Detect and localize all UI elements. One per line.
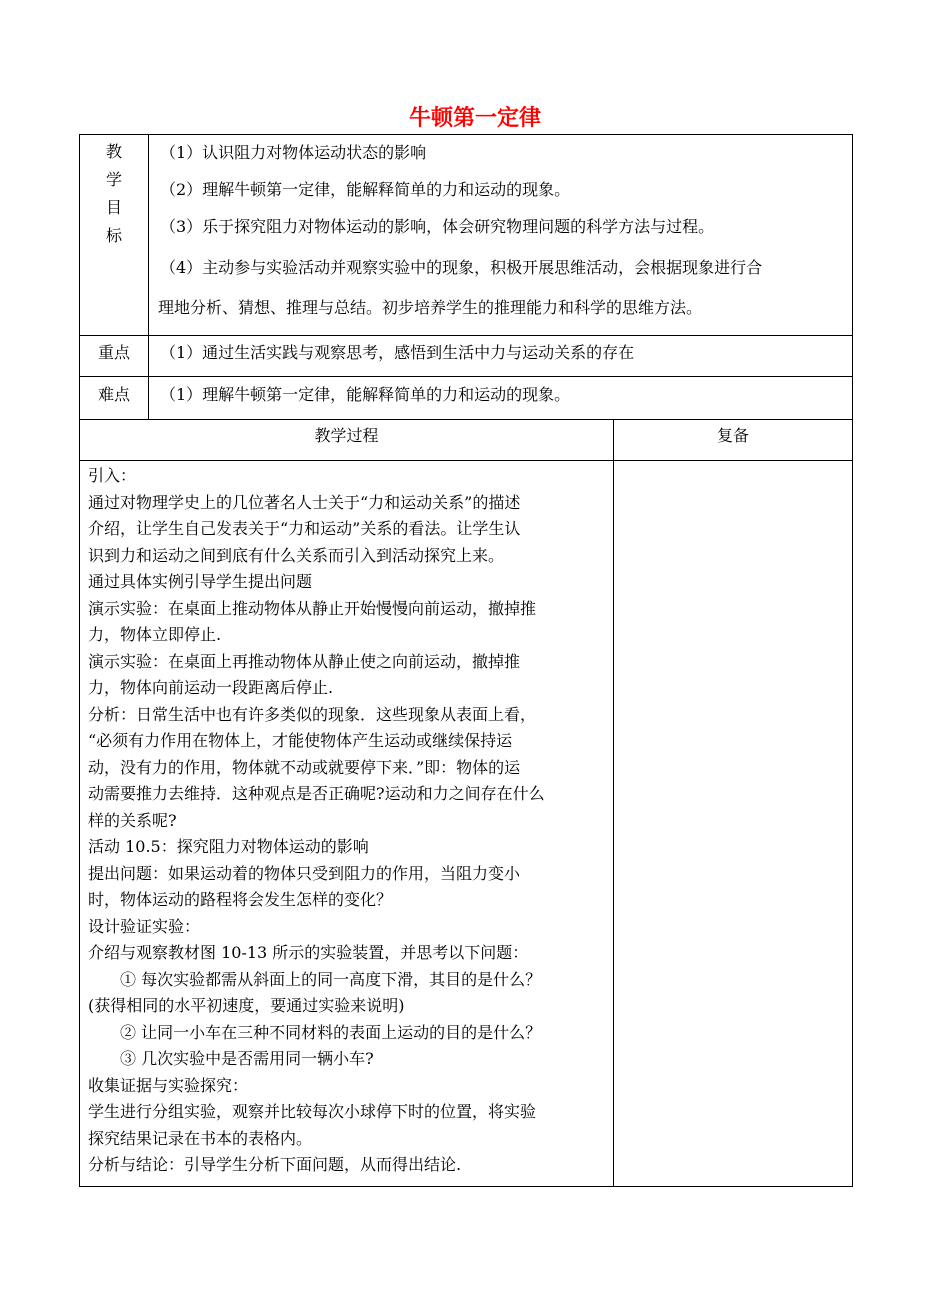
process-line: “必须有力作用在物体上，才能使物体产生运动或继续保持运 [88, 731, 513, 750]
objectives-label-char: 教 [105, 142, 122, 161]
row-divider-key-point [79, 335, 853, 336]
process-line: 介绍，让学生自己发表关于“力和运动”关系的看法。让学生认 [88, 519, 521, 538]
process-line: 力，物体立即停止. [88, 625, 222, 644]
process-line: 设计验证实验： [88, 916, 201, 936]
objective-item: 理地分析、猜想、推理与总结。初步培养学生的推理能力和科学的思维方法。 [158, 298, 703, 317]
process-line: ② 让同一小车在三种不同材料的表面上运动的目的是什么？ [120, 1022, 542, 1042]
page-title: 牛顿第一定律 [408, 106, 541, 131]
process-line: 介绍与观察教材图 10-13 所示的实验装置，并思考以下问题： [88, 943, 529, 962]
row-divider-difficulty [79, 376, 853, 377]
process-line: 收集证据与实验探究： [88, 1075, 249, 1095]
objectives-label-char: 目 [105, 198, 122, 217]
objective-item: （4）主动参与实验活动并观察实验中的现象，积极开展思维活动，会根据现象进行合 [160, 258, 763, 277]
process-line: 动，没有力的作用，物体就不动或就要停下来．”即：物体的运 [88, 757, 521, 777]
objectives-label-char: 标 [105, 226, 122, 245]
process-line: 演示实验：在桌面上再推动物体从静止使之向前运动，撤掉推 [88, 651, 521, 671]
process-line: 通过对物理学史上的几位著名人士关于“力和运动关系”的描述 [88, 492, 521, 512]
process-line: 活动 10.5：探究阻力对物体运动的影响 [88, 837, 369, 856]
process-header-divider [79, 460, 853, 461]
process-line: 分析与结论：引导学生分析下面问题，从而得出结论. [88, 1155, 462, 1174]
process-line: 探究结果记录在书本的表格内。 [88, 1128, 313, 1148]
process-header: 教学过程 [314, 426, 379, 445]
objectives-label [80, 138, 148, 250]
difficulty-text: （1）理解牛顿第一定律，能解释简单的力和运动的现象。 [160, 385, 571, 404]
process-line: 引入： [88, 466, 137, 485]
process-line: ③ 几次实验中是否需用同一辆小车? [120, 1049, 374, 1068]
objectives-table-divider [148, 134, 149, 420]
objective-item: （2）理解牛顿第一定律，能解释简单的力和运动的现象。 [160, 180, 571, 199]
process-content [88, 463, 608, 1179]
process-line: 学生进行分组实验，观察并比较每次小球停下时的位置，将实验 [88, 1102, 537, 1121]
process-line: 通过具体实例引导学生提出问题 [88, 572, 313, 591]
process-line: (获得相同的水平初速度，要通过实验来说明) [88, 996, 405, 1015]
process-line: 提出问题：如果运动着的物体只受到阻力的作用，当阻力变小 [88, 863, 521, 883]
objectives-label-char: 学 [105, 170, 122, 189]
process-line: 样的关系呢? [88, 810, 177, 830]
process-line: ① 每次实验都需从斜面上的同一高度下滑，其目的是什么？ [120, 969, 542, 989]
process-line: 动需要推力去维持．这种观点是否正确呢?运动和力之间存在什么 [88, 784, 545, 803]
difficulty-label: 难点 [97, 385, 130, 404]
process-line: 演示实验：在桌面上推动物体从静止开始慢慢向前运动，撤掉推 [88, 598, 537, 618]
process-line: 力，物体向前运动一段距离后停止. [88, 678, 334, 697]
key-point-label: 重点 [97, 343, 130, 362]
key-point-text: （1）通过生活实践与观察思考，感悟到生活中力与运动关系的存在 [160, 343, 635, 362]
process-line: 识到力和运动之间到底有什么关系而引入到活动探究上来。 [88, 545, 505, 565]
process-table-divider [613, 420, 614, 1187]
objective-item: （3）乐于探究阻力对物体运动的影响，体会研究物理问题的科学方法与过程。 [160, 217, 715, 236]
process-line: 分析：日常生活中也有许多类似的现象．这些现象从表面上看， [88, 704, 537, 724]
review-header: 复备 [716, 426, 749, 445]
process-line: 时，物体运动的路程将会发生怎样的变化？ [88, 890, 393, 909]
objective-item: （1）认识阻力对物体运动状态的影响 [160, 143, 427, 162]
